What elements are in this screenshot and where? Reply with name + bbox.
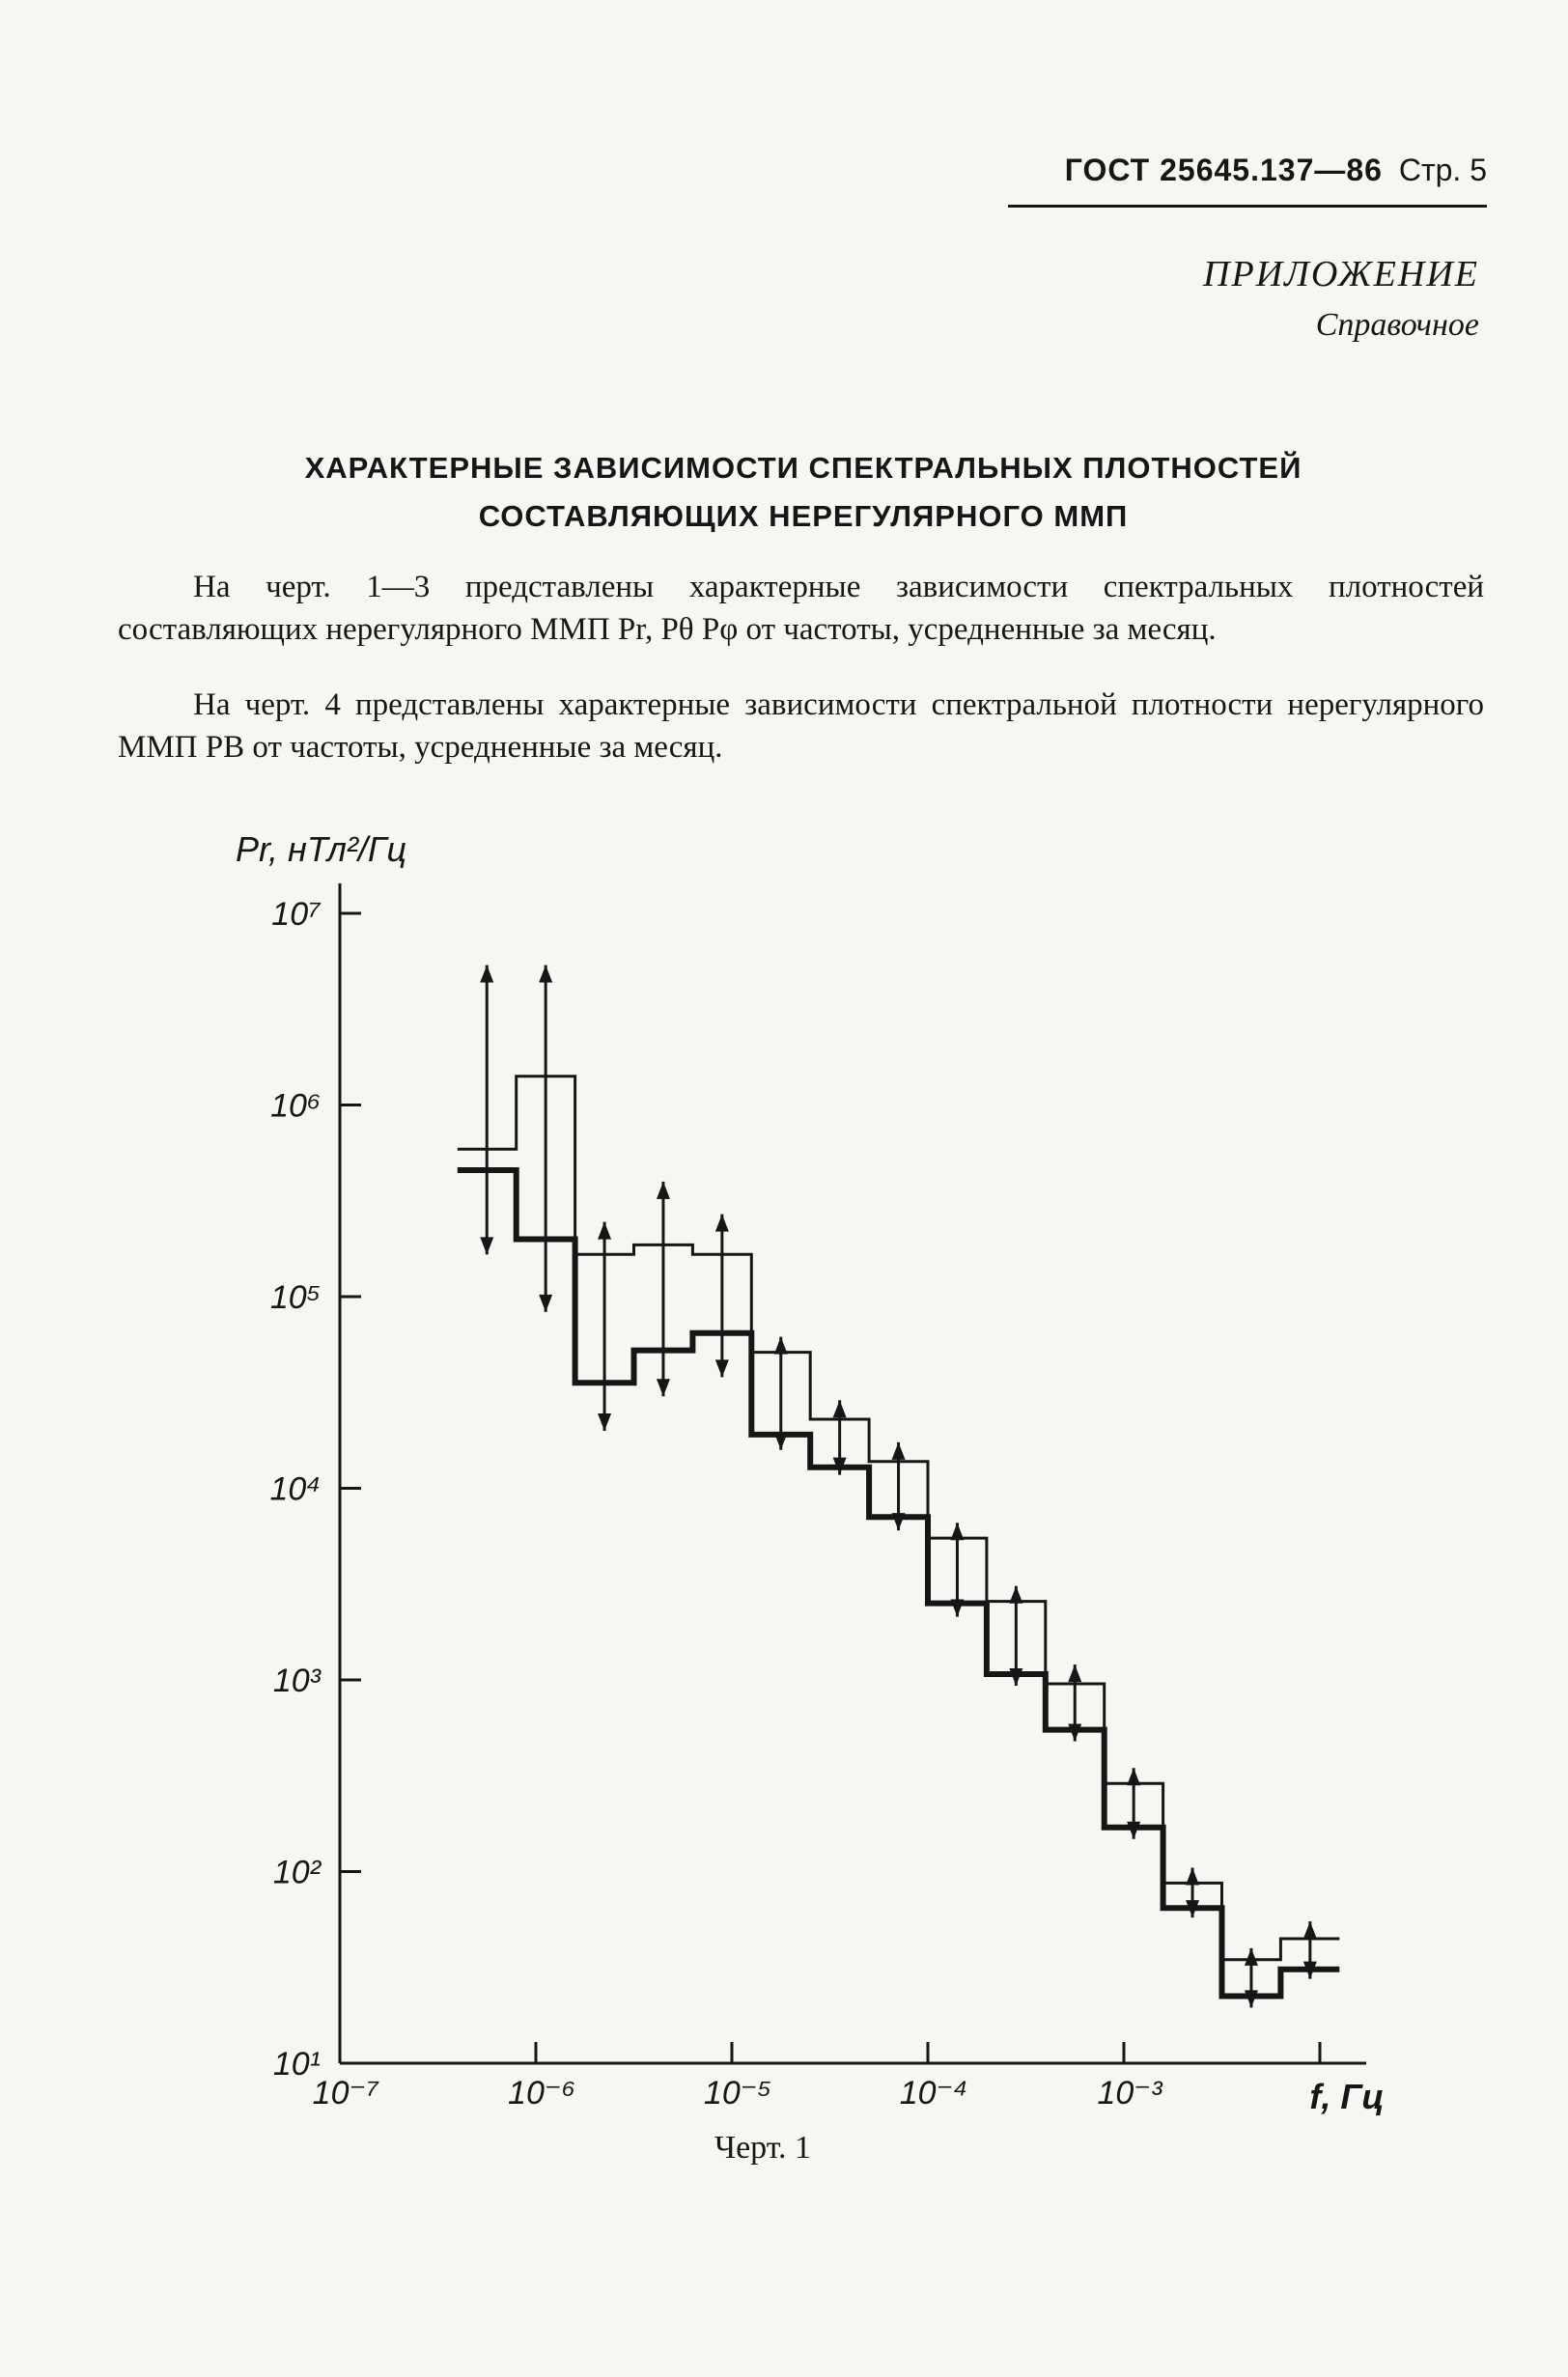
x-tick-label: 10⁻⁵ (703, 2075, 772, 2111)
figure-caption: Черт. 1 (714, 2130, 812, 2166)
error-bar-arrow-up (1068, 1664, 1081, 1682)
chart-series (458, 1077, 1340, 1997)
step-series-lower (458, 1170, 1340, 1997)
appendix-subtitle: Справочное (1315, 307, 1479, 343)
error-bar-arrow-down (715, 1359, 729, 1377)
error-bar-arrow-up (715, 1215, 729, 1232)
error-bar-arrow-up (1127, 1768, 1140, 1785)
error-bar-arrow-up (657, 1182, 670, 1199)
error-bar-arrow-up (950, 1523, 964, 1540)
y-tick-label: 10⁴ (269, 1470, 321, 1508)
paragraph-2: На черт. 4 представлены характерные зависимости спектральной плотности нерегулярного ММП PB от частоты, усредненные за месяц. (118, 687, 1484, 765)
error-bar-arrow-down (657, 1379, 670, 1396)
x-tick-label: 10⁻³ (1097, 2075, 1162, 2111)
y-axis-title: Pr, нТл²/Гц (236, 829, 407, 869)
x-tick-label: 10⁻⁴ (899, 2075, 968, 2111)
x-tick-label: 10⁻⁷ (312, 2075, 379, 2111)
y-tick-label: 10⁷ (271, 896, 321, 933)
error-bar-arrow-down (598, 1413, 611, 1431)
y-tick-label: 10⁵ (269, 1279, 321, 1316)
error-bar-arrow-up (774, 1337, 788, 1355)
error-bar-arrow-up (1009, 1586, 1022, 1604)
error-bar-arrow-up (1245, 1948, 1258, 1966)
y-tick-label: 10³ (272, 1663, 321, 1699)
standard-number: ГОСТ 25645.137—86 (1064, 153, 1383, 187)
y-tick-label: 10² (272, 1854, 321, 1891)
error-bar-arrow-up (833, 1400, 847, 1417)
paragraph-1: На черт. 1—3 представлены характерные зависимости спектральных плотностей составляющих нерегулярного ММП Pr, Pθ Pφ от частоты, усредненные за месяц. (118, 570, 1484, 647)
error-bar-arrow-down (480, 1237, 493, 1254)
y-tick-label: 10⁶ (270, 1087, 321, 1125)
appendix-title: ПРИЛОЖЕНИЕ (1203, 254, 1479, 294)
error-bar-arrow-down (539, 1295, 552, 1312)
error-bar-arrow-up (598, 1222, 611, 1240)
page-number: Стр. 5 (1398, 153, 1487, 187)
x-tick-label: 10⁻⁶ (508, 2075, 575, 2111)
chart-error-bars (480, 965, 1317, 2008)
error-bar-arrow-down (892, 1513, 906, 1530)
error-bar-arrow-up (539, 965, 552, 983)
error-bar-arrow-down (774, 1433, 788, 1450)
section-title-line-1: ХАРАКТЕРНЫЕ ЗАВИСИМОСТИ СПЕКТРАЛЬНЫХ ПЛОТНОСТЕЙ (304, 451, 1302, 485)
x-axis-title: f, Гц (1309, 2077, 1385, 2116)
error-bar-arrow-up (892, 1442, 906, 1460)
chart-labels (236, 829, 1385, 2116)
error-bar-arrow-up (1303, 1921, 1317, 1939)
error-bar-arrow-down (950, 1599, 964, 1616)
error-bar-arrow-up (480, 965, 493, 983)
section-title-line-2: СОСТАВЛЯЮЩИХ НЕРЕГУЛЯРНОГО ММП (478, 499, 1129, 533)
y-tick-label: 10¹ (272, 2046, 321, 2083)
chart-axes (340, 883, 1366, 2063)
error-bar-arrow-up (1186, 1868, 1199, 1886)
